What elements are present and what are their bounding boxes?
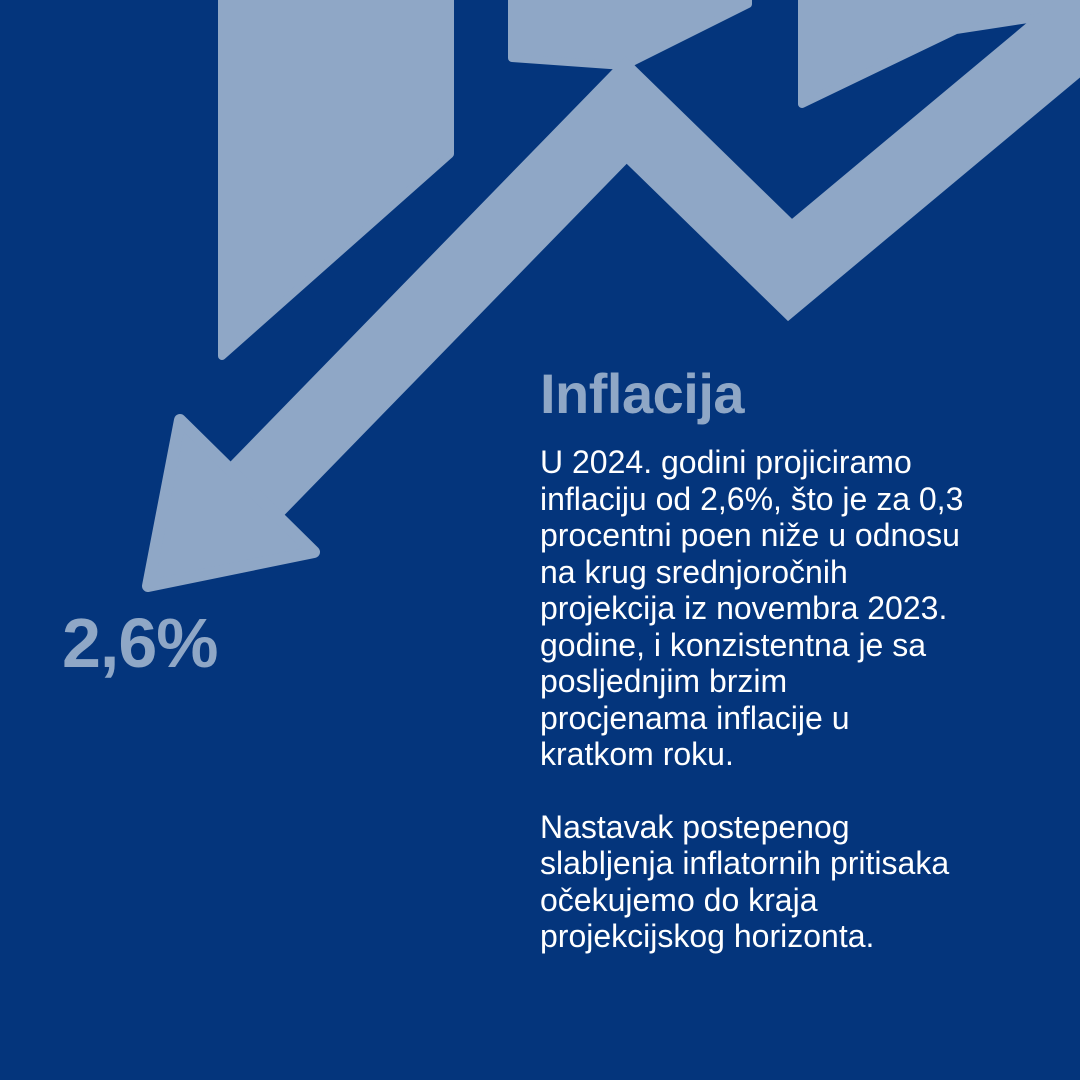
description-block [540, 444, 1050, 955]
middle-bar-shape [512, 0, 748, 66]
description-paragraph-1: U 2024. godini projiciramo inflaciju od 2,6%, što je za 0,3 procentni poen niže u odnosu na krug srednjoročnih projekcija iz novembra 2023. godine, i konzistentna je sa posljednjim brzim procjenama inflacije u kratkom roku. [540, 444, 964, 772]
inflation-rate-value: 2,6% [62, 604, 218, 682]
page-title: Inflacija [540, 362, 745, 425]
description-paragraph-2: Nastavak postepenog slabljenja inflatornih pritisaka očekujemo do kraja projekcijskog horizonta. [540, 808, 950, 954]
